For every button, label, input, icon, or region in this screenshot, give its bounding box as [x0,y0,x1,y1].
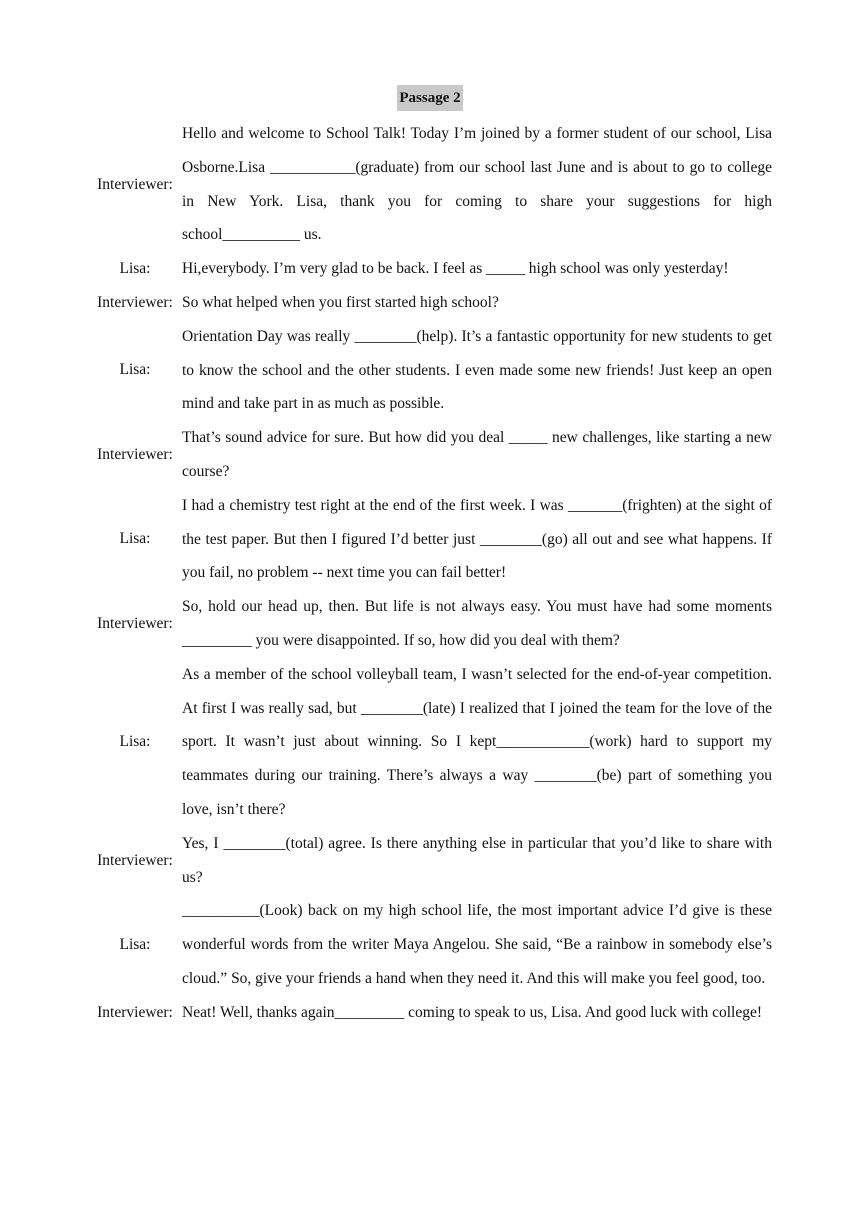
title-container [0,85,860,111]
dialogue [88,117,772,1030]
speaker-label: Interviewer: [97,1003,173,1021]
dialogue-row [88,252,772,286]
dialogue-text: Hello and welcome to School Talk! Today I’m joined by a former student of our school, Lisa Osborne.Lisa ___________(graduate) from our school last June and is about to go to college in New York. Lisa, thank you for coming to share your suggestions for high school__________ us. [182,125,772,244]
dialogue-text: So what helped when you first started high school? [182,293,499,311]
dialogue-row [88,590,772,658]
dialogue-text: Hi,everybody. I’m very glad to be back. I feel as _____ high school was only yesterday! [182,260,729,278]
speaker-label: Lisa: [119,733,151,751]
dialogue-text: That’s sound advice for sure. But how did you deal _____ new challenges, like starting a new course? [182,429,772,480]
speaker-label: Lisa: [119,260,151,278]
dialogue-row [88,996,772,1030]
speaker-label: Interviewer: [97,851,173,869]
dialogue-text: As a member of the school volleyball team, I wasn’t selected for the end-of-year competition. At first I was really sad, but ________(late) I realized that I joined the team for the love of the sport. It wasn’t just about winning. So I kept____________(work) hard to support my teammates during our training. There’s always a way ________(be) part of something you love, isn’t there? [182,665,772,818]
dialogue-row [88,827,772,895]
dialogue-text: I had a chemistry test right at the end of the first week. I was _______(frighten) at the sight of the test paper. But then I figured I’d better just ________(go) all out and see what happens. If you fail, no problem -- next time you can fail better! [182,496,772,582]
dialogue-row [88,489,772,590]
dialogue-text: Yes, I ________(total) agree. Is there anything else in particular that you’d like to share with us? [182,834,772,886]
dialogue-text: So, hold our head up, then. But life is not always easy. You must have had some moments _________ you were disappointed. If so, how did you deal with them? [182,598,772,649]
dialogue-text: __________(Look) back on my high school life, the most important advice I’d give is these wonderful words from the writer Maya Angelou. She said, “Be a rainbow in somebody else’s cloud.” So, give your friends a hand when they need it. And this will make you feel good, too. [182,902,772,987]
dialogue-text: Orientation Day was really ________(help). It’s a fantastic opportunity for new students to get to know the school and the other students. I even made some new friends! Just keep an open mind and take part in as much as possible. [182,327,772,413]
speaker-label: Interviewer: [97,445,173,463]
dialogue-row [88,421,772,489]
speaker-label: Interviewer: [97,293,173,311]
speaker-label: Lisa: [119,361,151,379]
dialogue-row [88,117,772,252]
dialogue-text: Neat! Well, thanks again_________ coming to speak to us, Lisa. And good luck with college! [182,1003,763,1021]
dialogue-row [88,286,772,320]
speaker-label: Interviewer: [97,614,173,632]
speaker-label: Interviewer: [97,175,173,193]
passage-title: Passage 2 [397,85,462,111]
dialogue-row [88,320,772,421]
dialogue-row [88,894,772,995]
speaker-label: Lisa: [119,936,151,954]
dialogue-row [88,658,772,827]
speaker-label: Lisa: [119,530,151,548]
